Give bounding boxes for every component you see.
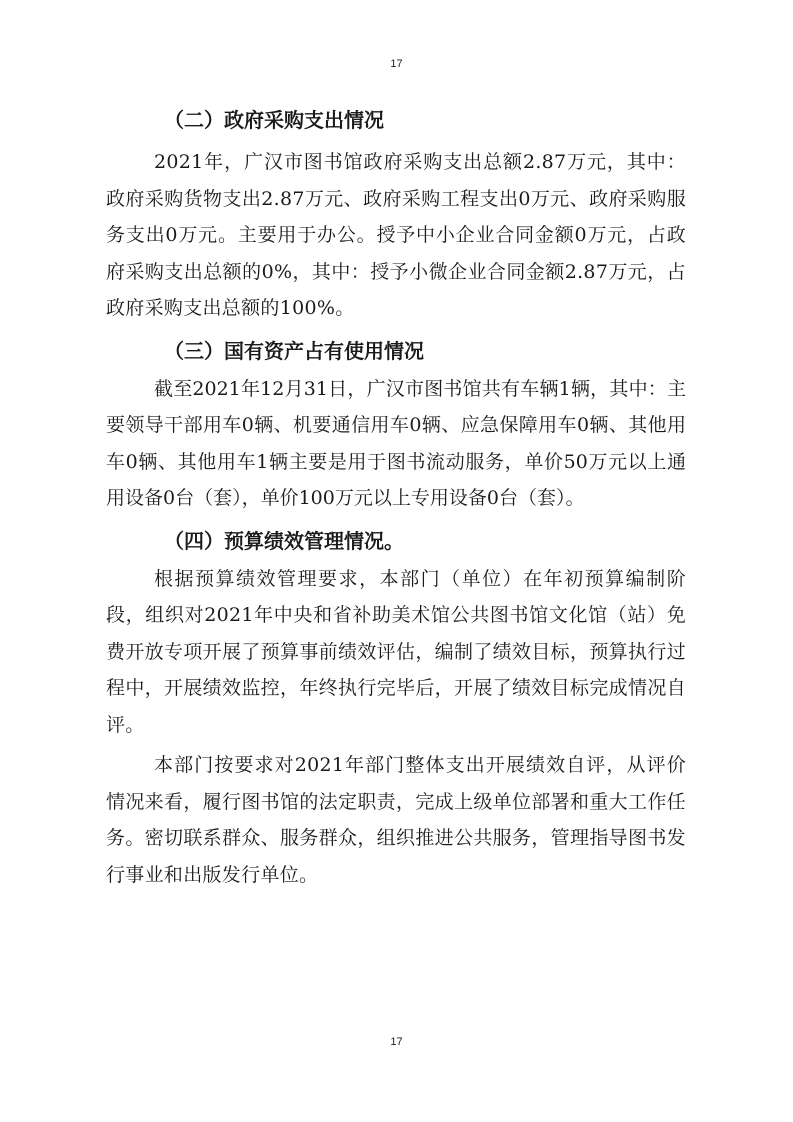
paragraph-performance-2: 本部门按要求对2021年部门整体支出开展绩效自评，从评价情况来看，履行图书馆的法定职责，完成上级单位部署和重大工作任务。密切联系群众、服务群众，组织推进公共服务，管理指导图书发行事业和出版发行单位。 (106, 754, 686, 886)
paragraph-performance-1: 根据预算绩效管理要求，本部门（单位）在年初预算编制阶段，组织对2021年中央和省补助美术馆公共图书馆文化馆（站）免费开放专项开展了预算事前绩效评估，编制了绩效目标，预算执行过程中，开展绩效监控，年终执行完毕后，开展了绩效目标完成情况自评。 (106, 567, 686, 736)
paragraph-procurement: 2021年，广汉市图书馆政府采购支出总额2.87万元，其中：政府采购货物支出2.87万元、政府采购工程支出0万元、政府采购服务支出0万元。主要用于办公。授予中小企业合同金额0万元，占政府采购支出总额的0%，其中：授予小微企业合同金额2.87万元，占政府采购支出总额的100%。 (106, 151, 686, 319)
section-heading-procurement: （二）政府采购支出情况 (164, 108, 384, 132)
page-number-top: 17 (390, 58, 403, 70)
section-heading-assets: （三）国有资产占有使用情况 (164, 338, 424, 363)
paragraph-assets: 截至2021年12月31日，广汉市图书馆共有车辆1辆，其中：主要领导干部用车0辆、机要通信用车0辆、应急保障用车0辆、其他用车0辆、其他用车1辆主要是用于图书流动服务，单价50万元以上通用设备0台（套），单价100万元以上专用设备0台（套）。 (106, 377, 686, 509)
page-number-bottom: 17 (390, 1036, 403, 1048)
document-body (106, 100, 686, 893)
section-heading-performance: （四）预算绩效管理情况。 (164, 528, 404, 553)
